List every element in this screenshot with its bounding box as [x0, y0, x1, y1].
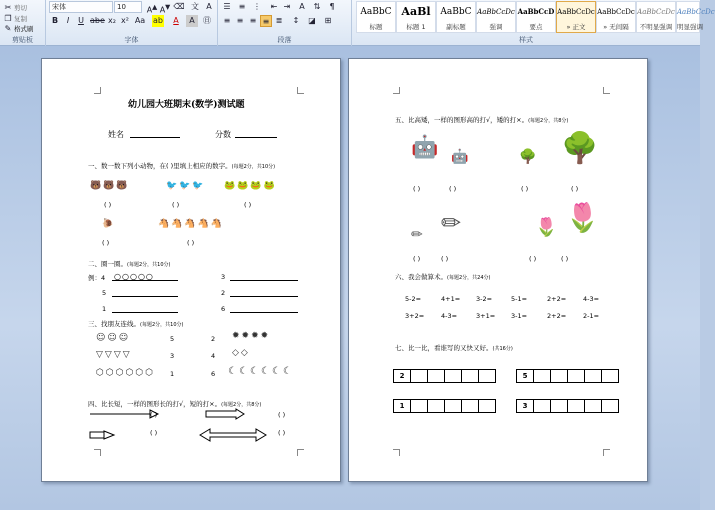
copy-button[interactable]: 复制 [14, 15, 27, 23]
align-left-icon[interactable]: ≡ [223, 16, 231, 25]
italic-icon[interactable]: I [66, 16, 70, 25]
count-number: 2 [221, 289, 226, 297]
math-problem: 3-2= [476, 295, 493, 303]
flower-short-icon: 🌷 [535, 217, 558, 238]
style-intense-emphasis[interactable]: AaBbCcDc 明显强调 [676, 1, 700, 33]
crop-mark [297, 87, 304, 94]
style-strong[interactable]: AaBbCcD 要点 [516, 1, 556, 33]
writing-grid: 1 [394, 399, 496, 413]
animals-icon: 🐻🐻🐻 [90, 181, 130, 191]
match-number: 3 [170, 352, 175, 360]
shrink-font-icon[interactable]: A▼ [159, 3, 171, 15]
clipboard-group [0, 0, 46, 46]
blank: ( ) [413, 255, 421, 263]
blank: ( ) [278, 429, 286, 437]
bold-icon[interactable]: B [51, 16, 59, 25]
bullets-icon[interactable]: ☰ [223, 2, 231, 11]
match-number: 2 [211, 335, 216, 343]
match-number: 1 [170, 370, 175, 378]
math-problem: 4-3= [583, 295, 600, 303]
diamonds-icon: ◇◇ [232, 348, 250, 358]
section-5-heading: 五、比高矮，一样的图形高的打√，矮的打×。(每题2分，共8分) [395, 116, 569, 124]
tree-tall-icon: 🌳 [561, 131, 599, 166]
blank: ( ) [187, 239, 195, 247]
decrease-indent-icon[interactable]: ⇤ [270, 2, 278, 11]
blank: ( ) [441, 255, 449, 263]
highlight-icon[interactable]: ab [153, 16, 163, 25]
shading-icon[interactable]: ◪ [308, 16, 316, 25]
font-label: 字体 [124, 36, 139, 44]
section-1-heading: 一、数一数下列小动物，在( )里填上相应的数字。(每题2分，共10分) [88, 162, 276, 170]
blank: ( ) [561, 255, 569, 263]
borders-icon[interactable]: ⊞ [324, 16, 332, 25]
grow-font-icon[interactable]: A▲ [146, 3, 158, 15]
answer-line [230, 273, 298, 281]
paragraph-label: 段落 [277, 36, 292, 44]
crop-mark [603, 87, 610, 94]
suns-icon: ✹✹✹✹ [232, 331, 271, 341]
numbering-icon[interactable]: ≡ [238, 2, 246, 11]
distributed-icon[interactable]: ≣ [275, 16, 283, 25]
crop-mark [94, 87, 101, 94]
count-number: 1 [102, 305, 107, 313]
blank: ( ) [413, 185, 421, 193]
blank: ( ) [278, 411, 286, 419]
answer-line [230, 289, 298, 297]
section-6-heading: 六、我会做算术。(每题2分，共24分) [395, 273, 491, 281]
robot-tall-icon: 🤖 [411, 135, 439, 160]
blank: ( ) [104, 201, 112, 209]
answer-line [230, 305, 298, 313]
name-label: 姓名 [108, 130, 124, 139]
subscript-icon[interactable]: x₂ [108, 16, 116, 25]
answer-line [112, 289, 178, 297]
style-heading1[interactable]: AaBl 标题 1 [396, 1, 436, 33]
answer-line [112, 273, 178, 281]
superscript-icon[interactable]: x² [121, 16, 129, 25]
tree-short-icon: 🌳 [519, 149, 537, 165]
char-border-icon[interactable]: A [206, 2, 212, 11]
horses-icon: 🐴🐴🐴🐴🐴 [158, 219, 225, 229]
count-number: 3 [221, 273, 226, 281]
font-name-select[interactable]: 宋体 [49, 1, 113, 13]
writing-grid: 3 [517, 399, 619, 413]
font-color-icon[interactable]: A [173, 16, 179, 25]
section-2-heading: 二、圈一圈。(每题2分，共10分) [88, 260, 171, 268]
ribbon [0, 0, 715, 46]
moons-icon: ☾☾☾☾☾☾ [228, 366, 294, 377]
multilevel-list-icon[interactable]: ⋮ [253, 2, 261, 11]
section-3-heading: 三、找朋友连线。(每题2分，共10分) [88, 320, 184, 328]
hexagons-icon: ⬡⬡⬡⬡⬡⬡ [96, 368, 156, 378]
name-line [130, 129, 180, 138]
style-emphasis[interactable]: AaBbCcDc 强调 [476, 1, 516, 33]
style-subtle-emphasis[interactable]: AaBbCcDc 不明显强调 [636, 1, 676, 33]
blank: ( ) [102, 239, 110, 247]
blank: ( ) [449, 185, 457, 193]
match-number: 4 [211, 352, 216, 360]
example-circles: ○○○○○ [114, 272, 154, 281]
pencil-short-icon: ✏ [411, 227, 423, 243]
style-subtitle[interactable]: AaBbC 副标题 [436, 1, 476, 33]
math-problem: 5-2= [405, 295, 422, 303]
paragraph-group [218, 0, 352, 46]
underline-icon[interactable]: U [78, 16, 84, 25]
crop-mark [393, 449, 400, 456]
math-problem: 4+1= [441, 295, 461, 303]
show-marks-icon[interactable]: ¶ [329, 2, 335, 11]
page-2[interactable] [348, 58, 648, 482]
match-number: 5 [170, 335, 175, 343]
math-problem: 5-1= [511, 295, 528, 303]
format-painter-icon[interactable]: ✎ [4, 24, 12, 33]
blank: ( ) [150, 429, 158, 437]
chinese-layout-icon[interactable]: A [299, 2, 305, 11]
line-spacing-icon[interactable]: ↕ [292, 16, 300, 25]
math-problem: 2+2= [547, 312, 567, 320]
math-problem: 2+2= [547, 295, 567, 303]
page-1[interactable] [41, 58, 341, 482]
faces-icon: ☺☺☺ [96, 333, 131, 343]
robot-short-icon: 🤖 [451, 149, 469, 165]
document-area[interactable] [0, 46, 700, 510]
score-label: 分数 [215, 130, 231, 139]
crop-mark [393, 87, 400, 94]
score-line [235, 129, 277, 138]
cut-button[interactable]: 剪切 [14, 4, 27, 12]
clipboard-label: 剪贴板 [12, 36, 33, 44]
styles-label: 样式 [519, 36, 533, 44]
section-7-heading: 七、比一比，看谁写的又快又好。(共16分) [395, 344, 513, 352]
count-number: 5 [102, 289, 107, 297]
math-problem: 4-3= [441, 312, 458, 320]
blank: ( ) [150, 411, 158, 419]
align-right-icon[interactable]: ≡ [249, 16, 257, 25]
match-number: 6 [211, 370, 216, 378]
snail-icon: 🐌 [102, 219, 116, 229]
styles-group [352, 0, 715, 46]
cups-icon: ▽▽▽▽ [96, 350, 132, 360]
font-size-select[interactable]: 10 [114, 1, 142, 13]
pencil-tall-icon: ✏ [441, 209, 462, 237]
example-label: 例：4 [88, 274, 106, 282]
math-problem: 3+1= [476, 312, 496, 320]
change-case-icon[interactable]: Aa [134, 16, 146, 25]
blank: ( ) [172, 201, 180, 209]
cut-icon[interactable]: ✂ [4, 3, 12, 12]
strikethrough-icon[interactable]: abe [90, 16, 105, 25]
answer-line [112, 305, 178, 313]
blank: ( ) [521, 185, 529, 193]
enclose-char-icon[interactable]: ㊐ [203, 16, 211, 25]
writing-grid: 5 [517, 369, 619, 383]
style-title[interactable]: AaBbC 标题 [356, 1, 396, 33]
writing-grid: 2 [394, 369, 496, 383]
blank: ( ) [244, 201, 252, 209]
math-problem: 2-1= [583, 312, 600, 320]
math-problem: 3-1= [511, 312, 528, 320]
page-title: 幼儿园大班期末(数学)测试题 [128, 100, 245, 110]
blank: ( ) [529, 255, 537, 263]
font-group [46, 0, 218, 46]
clear-format-icon[interactable]: ⌫ [173, 2, 185, 11]
flower-tall-icon: 🌷 [565, 201, 600, 234]
math-problem: 3+2= [405, 312, 425, 320]
align-center-icon[interactable]: ≡ [236, 16, 244, 25]
frogs-icon: 🐸🐸🐸🐸 [224, 181, 277, 191]
blank: ( ) [571, 185, 579, 193]
char-shading-icon[interactable]: A [186, 15, 198, 27]
sort-icon[interactable]: ⇅ [313, 2, 321, 11]
crop-mark [603, 449, 610, 456]
copy-icon[interactable]: ❐ [4, 14, 12, 23]
style-normal[interactable]: AaBbCcDc » 正文 [556, 1, 596, 33]
count-number: 6 [221, 305, 226, 313]
increase-indent-icon[interactable]: ⇥ [283, 2, 291, 11]
section-4-heading: 四、比长短，一样的图形长的打√，短的打×。(每题2分，共8分) [88, 400, 262, 408]
style-no-spacing[interactable]: AaBbCcDc » 无间隔 [596, 1, 636, 33]
format-painter-button[interactable]: 格式刷 [14, 25, 34, 33]
justify-icon[interactable]: ≡ [260, 15, 272, 27]
phonetic-icon[interactable]: 文 [191, 2, 199, 11]
birds-icon: 🐦🐦🐦 [166, 181, 206, 191]
